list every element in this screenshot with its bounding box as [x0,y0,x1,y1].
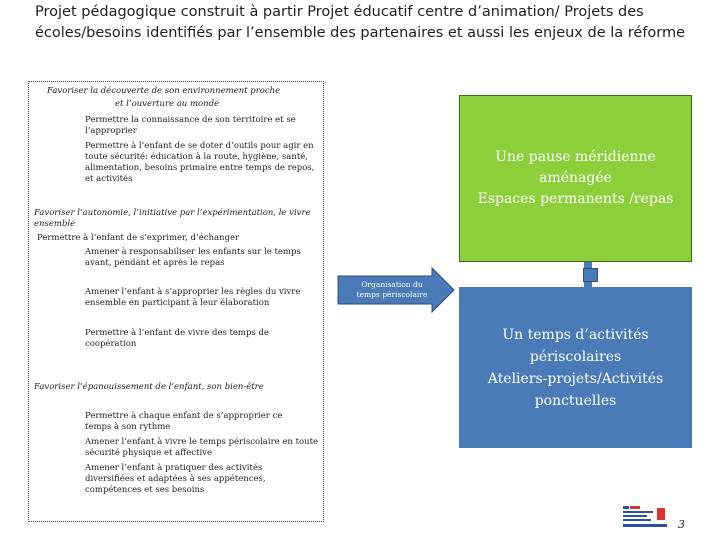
objective-2: Favoriser l’autonomie, l’initiative par l’expérimentation, le vivre ensemble [34,208,311,229]
green-box-line-1: Une pause méridienne [495,149,656,165]
connector-cap [583,268,598,282]
item-2a: Permettre à l’enfant de s’exprimer, d’échanger [37,233,240,243]
page-number: 3 [678,518,685,531]
slide-title: Projet pédagogique construit à partir Projet éducatif centre d’animation/ Projets des écoles/besoins identifiés par l’ensemble des partenaires et aussi les enjeux de la réforme [35,4,686,41]
periscolar-activities-box [459,287,692,448]
green-box-line-2: aménagée [539,170,612,186]
blue-box-line-4: ponctuelles [534,392,617,409]
item-3b: Amener l’enfant à vivre le temps périscolaire en toute sécurité physique et affective [85,437,319,458]
item-1a: Permettre la connaissance de son territoire et se l’approprier [85,115,296,136]
blue-box-line-1: Un temps d’activités [502,326,649,343]
item-1b: Permettre à l’enfant de se doter d’outils pour agir en toute sécurité: éducation à la route, hygiène, santé, alimentation, besoins primaire entre temps de repos, et activités [85,141,315,184]
green-box-line-3: Espaces permanents /repas [477,191,674,207]
objectives-panel [28,81,324,522]
lunch-break-box [459,95,692,262]
blue-box-line-3: Ateliers-projets/Activités [487,370,664,387]
institution-logo [621,504,669,530]
arrow-label: Organisation du temps périscolaire [356,280,428,299]
objective-1-line-2: et l’ouverture au monde [115,99,220,109]
item-2d: Permettre à l’enfant de vivre des temps de coopération [85,328,269,349]
objective-1-line-1: Favoriser la découverte de son environnement proche [47,86,281,96]
item-2c: Amener l’enfant à s’approprier les règles du vivre ensemble en participant à leur élaboration [85,287,301,308]
item-2b: Amener à responsabiliser les enfants sur le temps avant, pendant et après le repas [85,247,301,268]
objective-3: Favoriser l’épanouissement de l’enfant, son bien-être [34,382,264,392]
item-3c: Amener l’enfant à pratiquer des activités diversifiées et adaptées à ses appétences, compétences et ses besoins [85,463,266,495]
blue-box-line-2: périscolaires [529,348,622,365]
item-3a: Permettre à chaque enfant de s’approprier ce temps à son rythme [85,411,283,432]
